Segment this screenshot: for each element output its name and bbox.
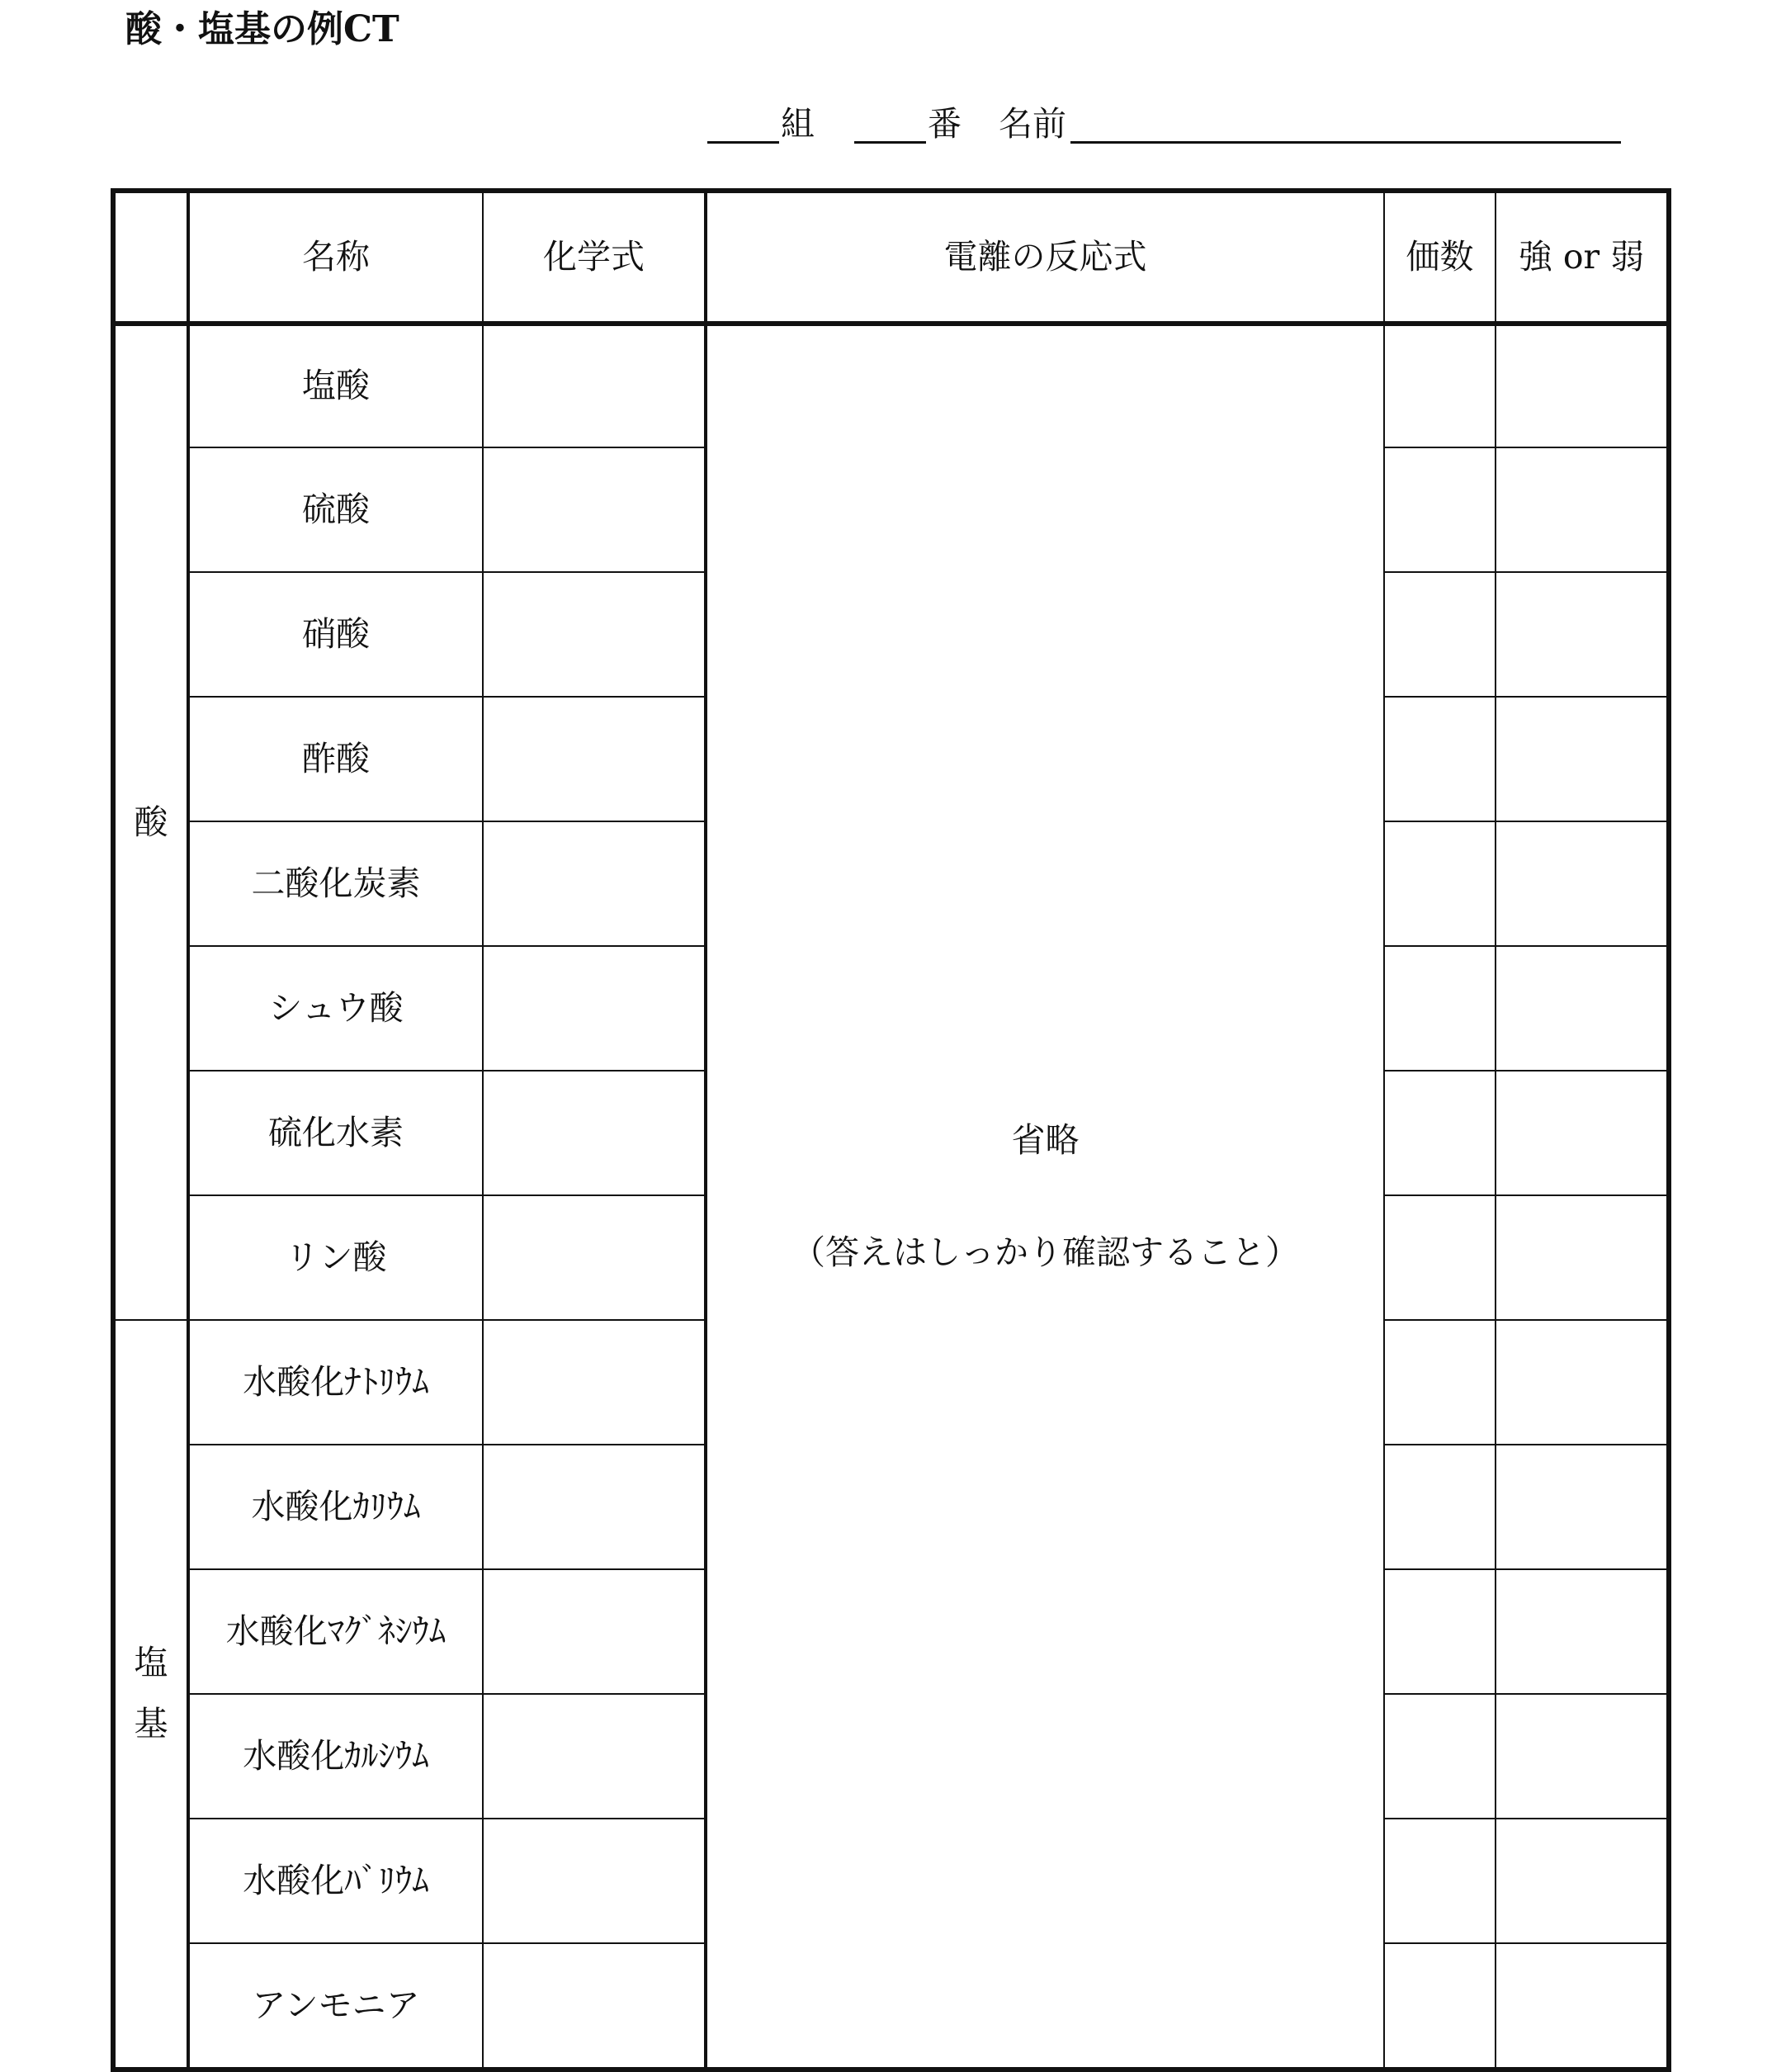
acid-name: 硫酸 bbox=[188, 447, 483, 572]
class-blank[interactable] bbox=[707, 141, 779, 144]
formula-cell[interactable] bbox=[483, 1320, 706, 1445]
strength-cell[interactable] bbox=[1496, 1569, 1669, 1694]
header-name: 名称 bbox=[188, 191, 483, 324]
header-formula: 化学式 bbox=[483, 191, 706, 324]
strength-cell[interactable] bbox=[1496, 697, 1669, 821]
acid-name: 酢酸 bbox=[188, 697, 483, 821]
category-acid bbox=[113, 324, 188, 1320]
valence-cell[interactable] bbox=[1384, 946, 1496, 1071]
valence-cell[interactable] bbox=[1384, 1819, 1496, 1943]
base-name: 水酸化ﾏｸﾞﾈｼｳﾑ bbox=[188, 1569, 483, 1694]
base-name: 水酸化ｶﾘｳﾑ bbox=[188, 1445, 483, 1569]
formula-cell[interactable] bbox=[483, 1195, 706, 1320]
strength-cell[interactable] bbox=[1496, 1819, 1669, 1943]
reaction-cell bbox=[706, 324, 1384, 2070]
acid-name: 塩酸 bbox=[188, 324, 483, 447]
base-name: 水酸化ｶﾙｼｳﾑ bbox=[188, 1694, 483, 1819]
number-label: 番 bbox=[928, 104, 962, 144]
formula-cell[interactable] bbox=[483, 697, 706, 821]
valence-cell[interactable] bbox=[1384, 1071, 1496, 1195]
valence-cell[interactable] bbox=[1384, 821, 1496, 946]
header-valence: 価数 bbox=[1384, 191, 1496, 324]
valence-cell[interactable] bbox=[1384, 1320, 1496, 1445]
formula-cell[interactable] bbox=[483, 572, 706, 697]
worksheet-table bbox=[111, 188, 1671, 2072]
valence-cell[interactable] bbox=[1384, 324, 1496, 447]
formula-cell[interactable] bbox=[483, 1569, 706, 1694]
formula-cell[interactable] bbox=[483, 324, 706, 447]
formula-cell[interactable] bbox=[483, 1071, 706, 1195]
strength-cell[interactable] bbox=[1496, 821, 1669, 946]
number-blank[interactable] bbox=[854, 141, 926, 144]
class-label: 組 bbox=[781, 104, 815, 144]
strength-cell[interactable] bbox=[1496, 1071, 1669, 1195]
header-category bbox=[113, 191, 188, 324]
strength-cell[interactable] bbox=[1496, 946, 1669, 1071]
strength-cell[interactable] bbox=[1496, 572, 1669, 697]
acid-name: 二酸化炭素 bbox=[188, 821, 483, 946]
acid-name: リン酸 bbox=[188, 1195, 483, 1320]
strength-cell[interactable] bbox=[1496, 1694, 1669, 1819]
valence-cell[interactable] bbox=[1384, 1943, 1496, 2070]
strength-cell[interactable] bbox=[1496, 1943, 1669, 2070]
strength-cell[interactable] bbox=[1496, 1195, 1669, 1320]
valence-cell[interactable] bbox=[1384, 1195, 1496, 1320]
reaction-omitted: 省略 bbox=[1011, 1120, 1080, 1161]
acid-name: 硝酸 bbox=[188, 572, 483, 697]
formula-cell[interactable] bbox=[483, 946, 706, 1071]
name-label: 名前 bbox=[999, 104, 1066, 144]
strength-cell[interactable] bbox=[1496, 447, 1669, 572]
strength-cell[interactable] bbox=[1496, 1445, 1669, 1569]
name-blank[interactable] bbox=[1070, 141, 1621, 144]
header-reaction: 電離の反応式 bbox=[706, 191, 1384, 324]
valence-cell[interactable] bbox=[1384, 1569, 1496, 1694]
valence-cell[interactable] bbox=[1384, 447, 1496, 572]
valence-cell[interactable] bbox=[1384, 1445, 1496, 1569]
category-acid-label: 酸 bbox=[134, 802, 168, 842]
reaction-note: （答えはしっかり確認すること） bbox=[791, 1232, 1299, 1272]
header-strength: 強 or 弱 bbox=[1496, 191, 1669, 324]
acid-name: 硫化水素 bbox=[188, 1071, 483, 1195]
page-title: 酸・塩基の例CT bbox=[125, 8, 399, 50]
category-base-label: 塩基 bbox=[134, 1643, 168, 1743]
header-row bbox=[113, 191, 1669, 324]
valence-cell[interactable] bbox=[1384, 697, 1496, 821]
strength-cell[interactable] bbox=[1496, 1320, 1669, 1445]
valence-cell[interactable] bbox=[1384, 1694, 1496, 1819]
table-row bbox=[113, 324, 1669, 447]
base-name: アンモニア bbox=[188, 1943, 483, 2070]
formula-cell[interactable] bbox=[483, 1694, 706, 1819]
acid-name: シュウ酸 bbox=[188, 946, 483, 1071]
category-base bbox=[113, 1320, 188, 2070]
formula-cell[interactable] bbox=[483, 821, 706, 946]
base-name: 水酸化ﾅﾄﾘｳﾑ bbox=[188, 1320, 483, 1445]
formula-cell[interactable] bbox=[483, 1943, 706, 2070]
strength-cell[interactable] bbox=[1496, 324, 1669, 447]
formula-cell[interactable] bbox=[483, 1819, 706, 1943]
base-name: 水酸化ﾊﾞﾘｳﾑ bbox=[188, 1819, 483, 1943]
formula-cell[interactable] bbox=[483, 1445, 706, 1569]
formula-cell[interactable] bbox=[483, 447, 706, 572]
valence-cell[interactable] bbox=[1384, 572, 1496, 697]
